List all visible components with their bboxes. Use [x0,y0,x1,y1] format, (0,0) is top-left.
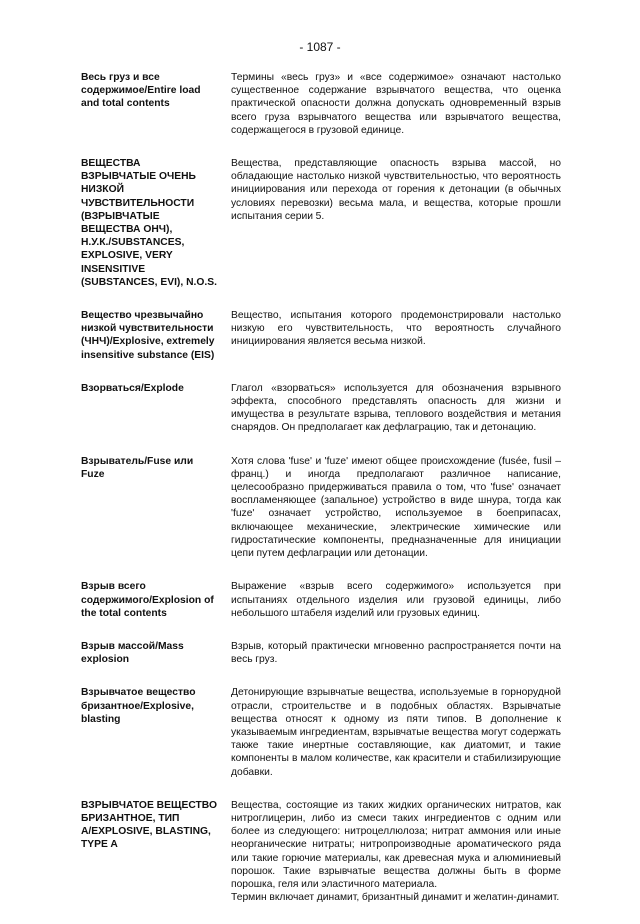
glossary-definition [231,382,561,435]
glossary-definition [231,640,561,666]
glossary-term: Взрыв массой/Mass explosion [81,640,184,666]
glossary-term: Взрывчатое вещество бризантное/Explosive, blasting [81,687,196,725]
definition-paragraph: Термины «весь груз» и «все содержимое» означают настолько существенное содержание взрывчатого вещества, что оценка практической опасности должна допускать одновременный взрыв всего груза взрывчатого вещества или взрывчатого вещества, содержащегося в грузовой единице. [231,72,561,136]
glossary-definition [231,686,561,778]
glossary-definition [231,799,561,905]
definition-paragraph: Взрыв, который практически мгновенно распространяется почти на весь груз. [231,640,561,666]
glossary-entry [81,686,561,778]
definition-paragraph: Вещества, состоящие из таких жидких органических нитратов, как нитроглицерин, либо из смеси таких ингредиентов с одним или более из следующего: нитроцеллюлоза; нитрат аммония или иные неорганические нитраты; нитропроизводные ароматического ряда или такие горючие материалы, как древесная мука и алюминиевый порошок. Такие взрывчатые вещества должны быть в форме порошка, геля или эластичного материала. [231,799,561,890]
glossary-term: ВЕЩЕСТВА ВЗРЫВЧАТЫЕ ОЧЕНЬ НИЗКОЙ ЧУВСТВИТЕЛЬНОСТИ (ВЗРЫВЧАТЫЕ ВЕЩЕСТВА ОНЧ), Н.У.К./SUBSTANCES, EXPLOSIVE, VERY INSENSITIVE (SUBSTANCES, EVI), N.O.S. [81,158,217,288]
glossary-term: Взрыв всего содержимого/Explosion of the total contents [81,581,214,619]
glossary-entry [81,455,561,561]
glossary-definition [231,455,561,561]
glossary-definition [231,580,561,620]
glossary-entry [81,309,561,362]
definition-paragraph: Выражение «взрыв всего содержимого» используется при испытаниях отдельного изделия или грузовой единицы, либо небольшого штабеля изделий или грузовых единиц. [231,581,561,619]
glossary-entry [81,799,561,905]
glossary-definition [231,71,561,137]
glossary-entry [81,71,561,137]
glossary-term: ВЗРЫВЧАТОЕ ВЕЩЕСТВО БРИЗАНТНОЕ, ТИП A/EXPLOSIVE, BLASTING, TYPE A [81,799,217,851]
glossary-term: Взорваться/Explode [81,382,184,394]
glossary-entry [81,640,561,666]
glossary-entries [81,71,561,924]
glossary-entry [81,382,561,435]
definition-paragraph: Детонирующие взрывчатые вещества, используемые в горнорудной отрасли, строительстве и в подобных областях. Взрывчатые вещества относят к одному из пяти типов. В дополнение к указываемым ингредиентам, взрывчатые вещества могут содержать также такие инертные составляющие, как диатомит, и такие компоненты в малом количестве, как красители и стабилизирующие добавки. [231,687,561,778]
glossary-term: Взрыватель/Fuse или Fuze [81,455,194,480]
glossary-definition [231,309,561,362]
glossary-entry [81,157,561,289]
page-number: - 1087 - [299,40,341,54]
glossary-term: Вещество чрезвычайно низкой чувствительности (ЧНЧ)/Explosive, extremely insensitive substance (EIS) [81,310,215,361]
definition-paragraph: Вещества, представляющие опасность взрыва массой, но обладающие настолько низкой чувствительностью, что вероятность инициирования или перехода от горения к детонации (в обычных условиях перевозки) весьма мала, и вещества, которые прошли испытания серии 5. [231,158,561,222]
glossary-entry [81,580,561,620]
definition-paragraph: Термин включает динамит, бризантный динамит и желатин-динамит. [231,892,560,904]
glossary-term: Весь груз и все содержимое/Entire load and total contents [81,72,201,110]
definition-paragraph: Вещество, испытания которого продемонстрировали настолько низкую его чувствительность, что вероятность случайного инициирования является весьма низкой. [231,310,561,348]
definition-paragraph: Глагол «взорваться» используется для обозначения взрывного эффекта, способного представлять опасность для жизни и имущества в результате взрыва, теплового воздействия и метания снарядов. Он предполагает как дефлаграцию, так и детонацию. [231,382,561,434]
glossary-definition [231,157,561,289]
definition-paragraph: Хотя слова 'fuse' и 'fuze' имеют общее происхождение (fusée, fusil – франц.) и иногда предполагают различное написание, целесообразно придерживаться правила о том, что 'fuse' означает воспламеняющее (запальное) устройство в виде шнура, тогда как 'fuze' означает устройство, используемое в боеприпасах, включающее механические, электрические химические или гидростатические компоненты, предназначенные для инициации цепи путем дефлаграции или детонации. [231,455,561,560]
